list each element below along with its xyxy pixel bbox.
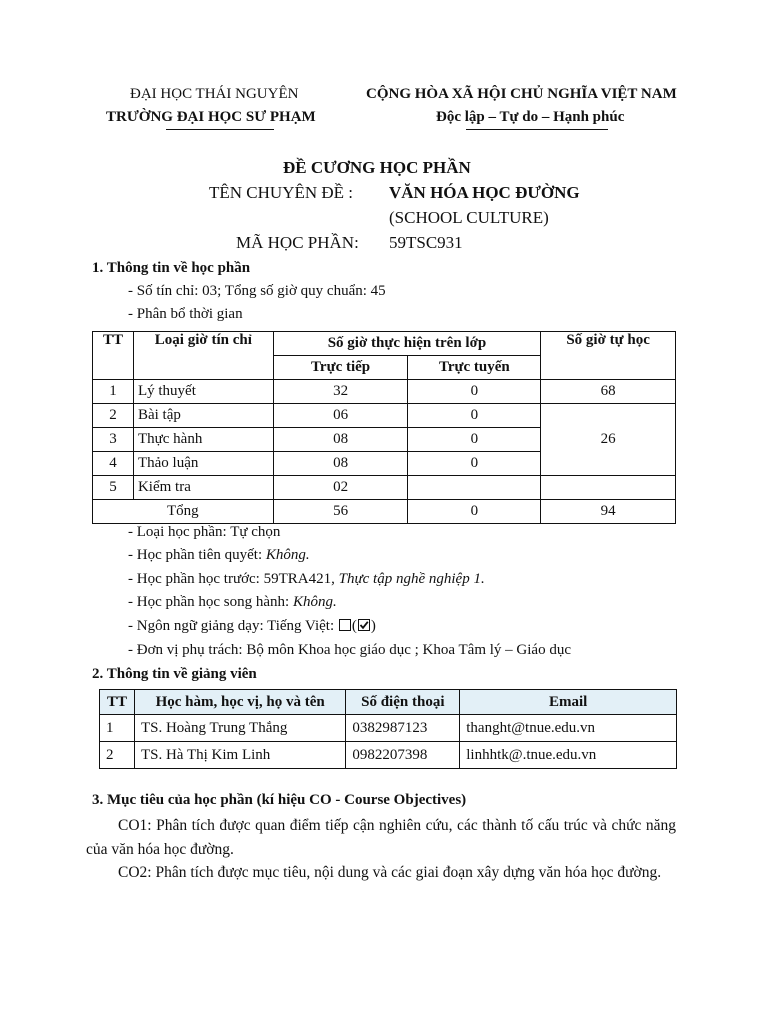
country-motto: Độc lập – Tự do – Hạnh phúc xyxy=(436,109,625,125)
prior-course-label: - Học phần học trước: 59TRA421, xyxy=(128,571,339,587)
table-total-row xyxy=(93,500,676,524)
table-row xyxy=(100,715,677,742)
lecturer-email: thanght@tnue.edu.vn xyxy=(460,715,677,742)
checkbox-checked-icon xyxy=(358,619,370,631)
lecturer-phone: 0382987123 xyxy=(346,715,460,742)
total-direct: 56 xyxy=(273,500,408,524)
lecturer-header-tt: TT xyxy=(100,690,135,715)
row-tt: 4 xyxy=(93,452,134,476)
prior-course-value: Thực tập nghề nghiệp 1. xyxy=(338,571,485,587)
language-paren-close: ) xyxy=(370,618,376,634)
table-row xyxy=(93,404,676,428)
course-code: 59TSC931 xyxy=(389,233,463,252)
prerequisite-value: Không. xyxy=(265,547,310,563)
motto-underline xyxy=(466,129,608,130)
parallel-course-line xyxy=(128,594,337,611)
row-self-study xyxy=(541,476,676,500)
objective-co1: CO1: Phân tích được quan điểm tiếp cận nghiên cứu, các thành tố cấu trúc và chức năng của văn hóa học đường. xyxy=(86,817,676,858)
row-online: 0 xyxy=(408,380,541,404)
row-tt: 5 xyxy=(93,476,134,500)
row-tt: 3 xyxy=(93,428,134,452)
total-label: Tổng xyxy=(93,500,274,524)
table-row xyxy=(93,476,676,500)
table-row xyxy=(93,380,676,404)
total-online: 0 xyxy=(408,500,541,524)
page-title: ĐỀ CƯƠNG HỌC PHẦN xyxy=(283,158,471,177)
credits-line: - Số tín chỉ: 03; Tổng số giờ quy chuẩn: 45 xyxy=(128,283,386,299)
lecturer-tt: 2 xyxy=(100,742,135,769)
section-3-heading: 3. Mục tiêu của học phần (kí hiệu CO - Course Objectives) xyxy=(92,792,467,808)
responsible-unit-line: - Đơn vị phụ trách: Bộ môn Khoa học giáo dục ; Khoa Tâm lý – Giáo dục xyxy=(128,642,571,658)
section-2-heading: 2. Thông tin về giảng viên xyxy=(92,666,257,682)
row-type: Lý thuyết xyxy=(133,380,273,404)
language-line xyxy=(128,618,376,635)
hours-header-class: Số giờ thực hiện trên lớp xyxy=(273,332,541,356)
parallel-course-label: - Học phần học song hành: xyxy=(128,594,293,610)
hours-header-type: Loại giờ tín chỉ xyxy=(133,332,273,380)
parallel-course-value: Không. xyxy=(292,594,337,610)
prior-course-line xyxy=(128,571,485,588)
objective-co2: CO2: Phân tích được mục tiêu, nội dung và các giai đoạn xây dựng văn hóa học đường. xyxy=(118,864,662,881)
row-direct: 08 xyxy=(273,428,408,452)
row-type: Bài tập xyxy=(133,404,273,428)
row-self-study: 68 xyxy=(541,380,676,404)
row-type: Thực hành xyxy=(133,428,273,452)
hours-header-direct: Trực tiếp xyxy=(273,356,408,380)
checkbox-empty-icon xyxy=(339,619,351,631)
row-tt: 2 xyxy=(93,404,134,428)
row-direct: 02 xyxy=(273,476,408,500)
prerequisite-label: - Học phần tiên quyết: xyxy=(128,547,266,563)
lecturer-table xyxy=(99,689,677,769)
row-type: Kiểm tra xyxy=(133,476,273,500)
time-allocation-line: - Phân bổ thời gian xyxy=(128,306,243,322)
row-direct: 06 xyxy=(273,404,408,428)
table-row xyxy=(100,742,677,769)
school-name-underline xyxy=(166,129,274,130)
country-name: CỘNG HÒA XÃ HỘI CHỦ NGHĨA VIỆT NAM xyxy=(366,86,677,102)
row-tt: 1 xyxy=(93,380,134,404)
course-code-label: MÃ HỌC PHẦN: xyxy=(236,233,359,252)
hours-header-self-study: Số giờ tự học xyxy=(541,332,676,380)
hours-header-online: Trực tuyến xyxy=(408,356,541,380)
row-type: Thảo luận xyxy=(133,452,273,476)
language-label: - Ngôn ngữ giảng dạy: Tiếng Việt: xyxy=(128,618,338,634)
hours-header-tt: TT xyxy=(93,332,134,380)
row-online xyxy=(408,476,541,500)
lecturer-header-email: Email xyxy=(460,690,677,715)
course-name-english: (SCHOOL CULTURE) xyxy=(389,208,549,227)
lecturer-email: linhhtk@.tnue.edu.vn xyxy=(460,742,677,769)
row-direct: 32 xyxy=(273,380,408,404)
row-direct: 08 xyxy=(273,452,408,476)
lecturer-name: TS. Hoàng Trung Thắng xyxy=(134,715,345,742)
lecturer-phone: 0982207398 xyxy=(346,742,460,769)
language-paren-open: ( xyxy=(351,618,357,634)
course-type-line: - Loại học phần: Tự chọn xyxy=(128,524,281,540)
hours-table xyxy=(92,331,676,524)
lecturer-name: TS. Hà Thị Kim Linh xyxy=(134,742,345,769)
row-online: 0 xyxy=(408,452,541,476)
lecturer-header-phone: Số điện thoại xyxy=(346,690,460,715)
section-1-heading: 1. Thông tin về học phần xyxy=(92,260,251,276)
lecturer-header-name: Học hàm, học vị, họ và tên xyxy=(134,690,345,715)
prerequisite-line xyxy=(128,547,310,564)
row-self-study: 26 xyxy=(541,404,676,476)
course-name-label: TÊN CHUYÊN ĐỀ : xyxy=(209,183,354,202)
course-name: VĂN HÓA HỌC ĐƯỜNG xyxy=(389,183,580,202)
lecturer-tt: 1 xyxy=(100,715,135,742)
school-name: TRƯỜNG ĐẠI HỌC SƯ PHẠM xyxy=(106,109,316,125)
row-online: 0 xyxy=(408,428,541,452)
total-self-study: 94 xyxy=(541,500,676,524)
row-online: 0 xyxy=(408,404,541,428)
university-name: ĐẠI HỌC THÁI NGUYÊN xyxy=(130,86,299,102)
